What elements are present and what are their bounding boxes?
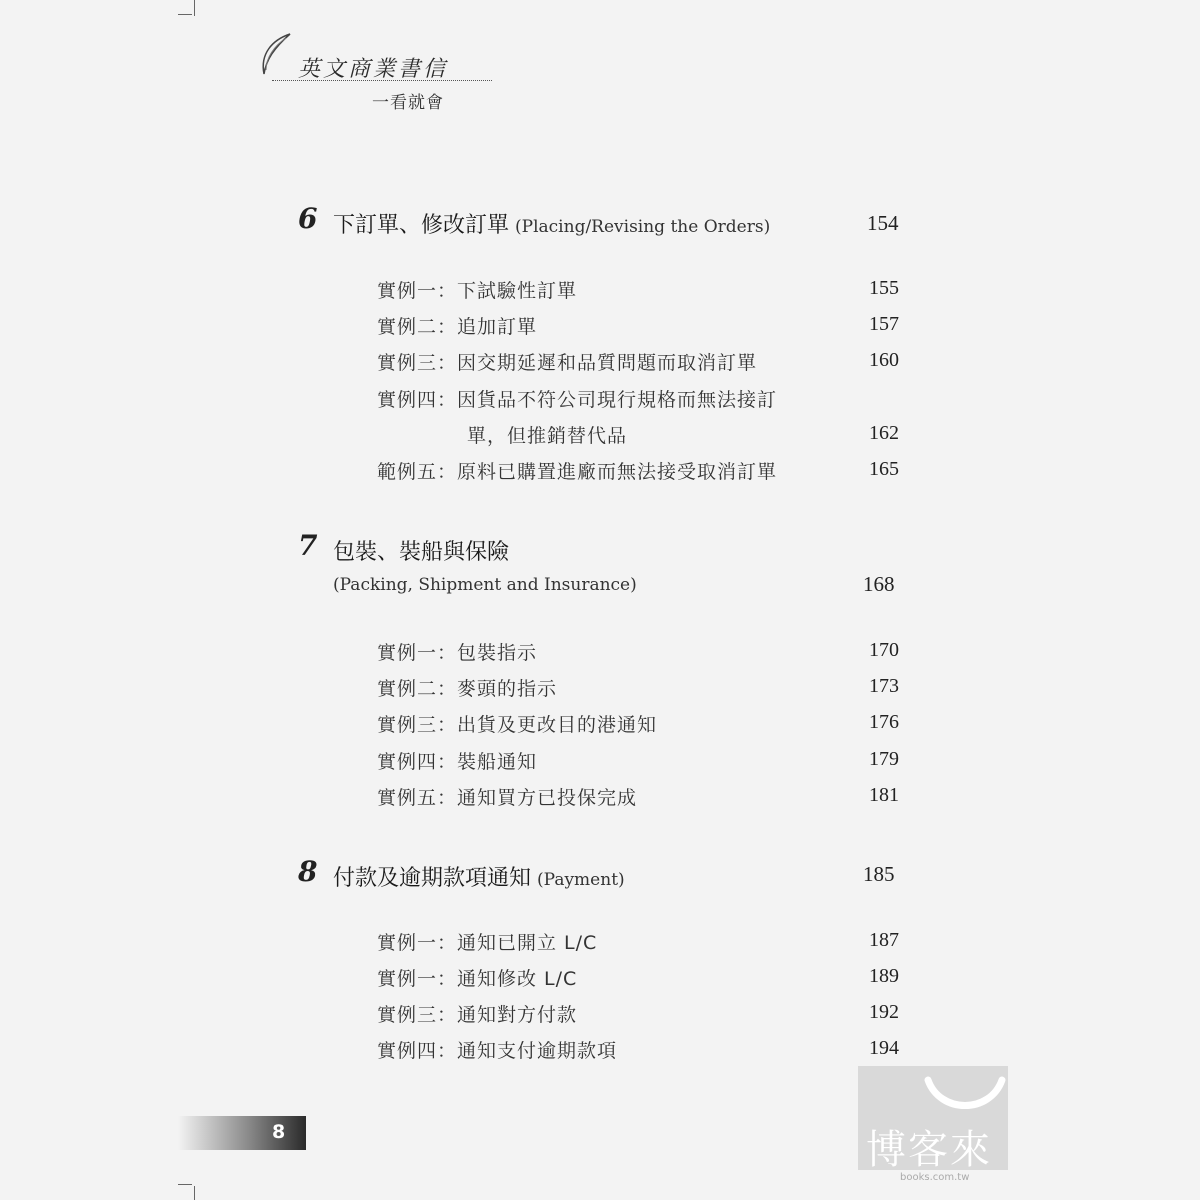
toc-page: 170 [869, 639, 899, 661]
chapter-page: 168 [863, 572, 895, 596]
crop-mark [194, 1186, 195, 1200]
toc-page: 176 [869, 711, 899, 733]
running-header-title: 英文商業書信 [298, 57, 449, 82]
toc-entry: 實例五：通知買方已投保完成 [377, 787, 638, 809]
toc-entry: 範例五：原料已購置進廠而無法接受取消訂單 [377, 461, 778, 483]
toc-entry: 實例四：因貨品不符公司現行規格而無法接訂 [377, 389, 778, 411]
toc-page: 179 [869, 748, 899, 770]
toc-page: 189 [869, 965, 899, 987]
chapter-title [333, 861, 625, 892]
chapter-page: 154 [867, 211, 899, 235]
folio-page-number: 8 [272, 1121, 286, 1143]
chapter-title-en: (Payment) [537, 870, 625, 890]
running-header-subtitle: 一看就會 [372, 93, 444, 113]
toc-page: 192 [869, 1001, 899, 1023]
toc-page: 187 [869, 929, 899, 951]
toc-entry: 實例一：通知已開立 L/C [377, 932, 598, 954]
toc-page: 194 [869, 1037, 899, 1059]
toc-page: 162 [869, 422, 899, 444]
toc-page: 165 [869, 458, 899, 480]
toc-entry: 實例四：裝船通知 [377, 751, 538, 773]
chapter-page: 185 [863, 862, 895, 886]
toc-page: 155 [869, 277, 899, 299]
toc-entry-continuation: 單，但推銷替代品 [467, 425, 628, 447]
chapter-title-en: (Packing, Shipment and Insurance) [333, 575, 637, 595]
crop-mark [178, 1184, 192, 1185]
chapter-title-zh: 下訂單、修改訂單 [333, 213, 510, 238]
chapter-title [333, 208, 770, 239]
feather-swash-icon [250, 30, 300, 80]
toc-entry: 實例二：追加訂單 [377, 316, 538, 338]
footer-bar [178, 1116, 306, 1150]
toc-entry: 實例一：下試驗性訂單 [377, 280, 578, 302]
chapter-title-en: (Placing/Revising the Orders) [515, 217, 771, 237]
chapter-number: 7 [298, 529, 318, 562]
crop-mark [194, 0, 195, 16]
toc-entry: 實例三：因交期延遲和品質問題而取消訂單 [377, 352, 758, 374]
chapter-number: 8 [298, 855, 318, 888]
chapter-title-zh: 包裝、裝船與保險 [333, 540, 510, 565]
toc-page: 157 [869, 313, 899, 335]
chapter-title-zh: 付款及逾期款項通知 [333, 866, 532, 891]
toc-page: 173 [869, 675, 899, 697]
toc-entry: 實例一：通知修改 L/C [377, 968, 578, 990]
toc-entry: 實例四：通知支付逾期款項 [377, 1040, 618, 1062]
watermark-text: 博客來 [866, 1127, 992, 1173]
toc-entry: 實例一：包裝指示 [377, 642, 538, 664]
smile-logo-icon [920, 1074, 1010, 1118]
toc-entry: 實例三：出貨及更改目的港通知 [377, 714, 658, 736]
watermark-url: books.com.tw [900, 1172, 970, 1183]
toc-page: 160 [869, 349, 899, 371]
toc-page: 181 [869, 784, 899, 806]
toc-entry: 實例二：麥頭的指示 [377, 678, 558, 700]
toc-entry: 實例三：通知對方付款 [377, 1004, 578, 1026]
crop-mark [178, 14, 192, 15]
header-rule [272, 80, 492, 81]
chapter-number: 6 [298, 202, 318, 235]
